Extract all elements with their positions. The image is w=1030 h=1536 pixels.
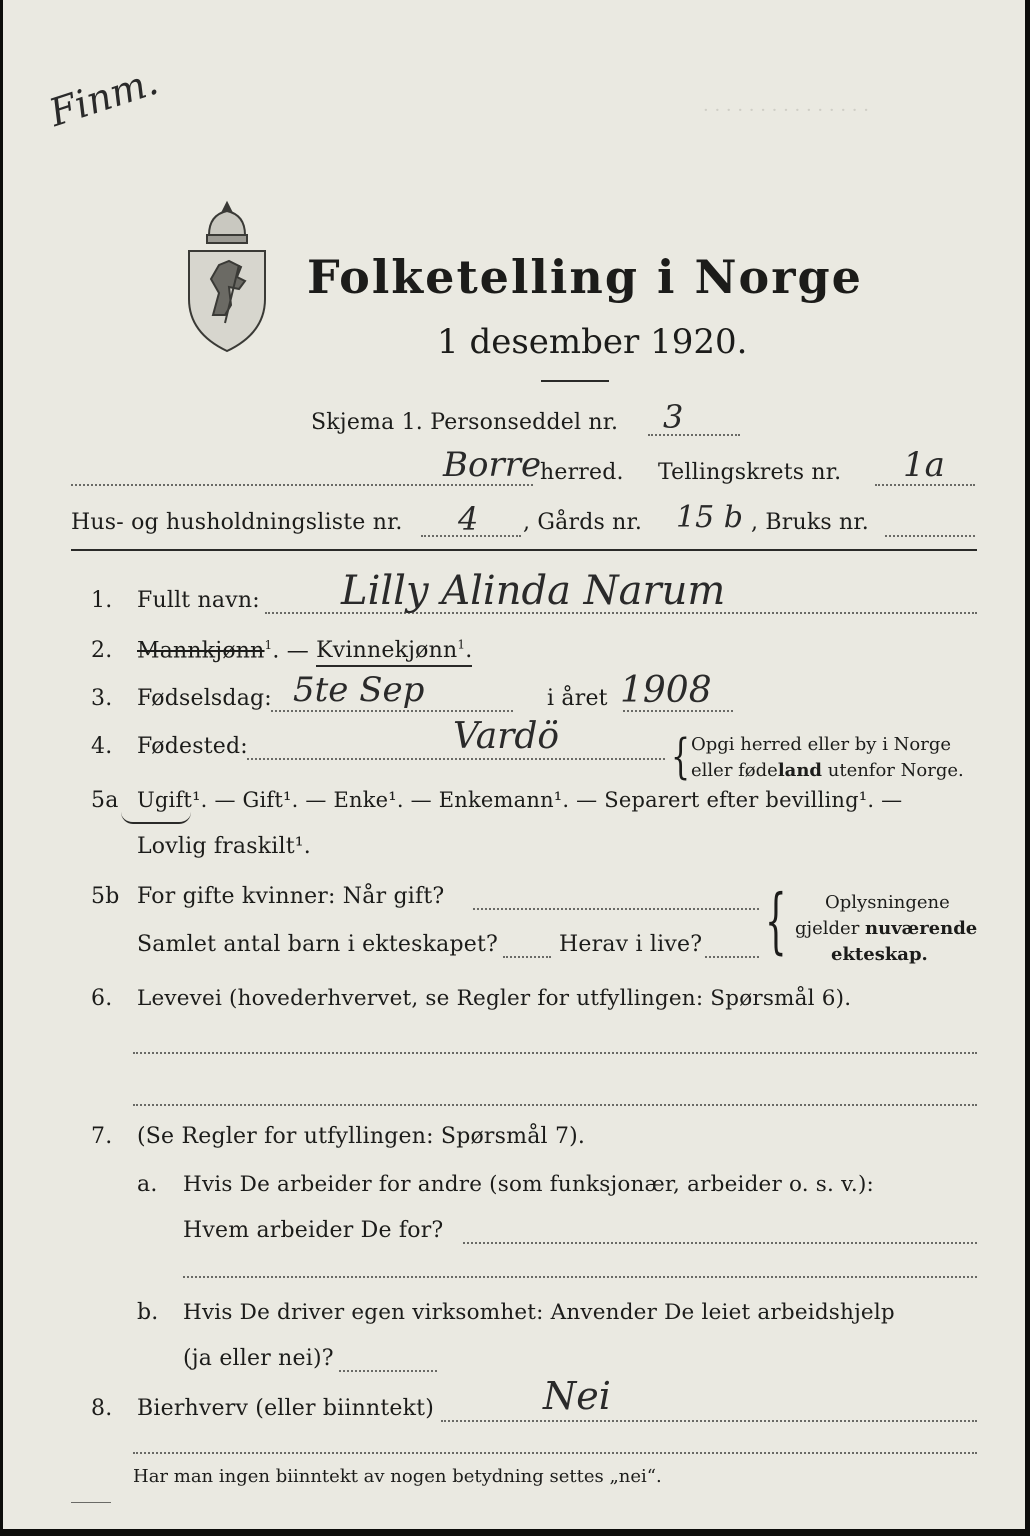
q5b-number: 5b — [91, 884, 120, 909]
q5a-options[interactable]: Ugift¹. — Gift¹. — Enke¹. — Enkemann¹. — Separert efter bevilling¹. — — [137, 788, 903, 812]
birth-year-value[interactable]: 1908 — [620, 670, 712, 711]
herred-label: herred. — [540, 460, 624, 485]
q4-note-line2-a: eller føde — [691, 760, 778, 781]
schema-label: Skjema 1. Personseddel nr. — [311, 410, 619, 435]
q4-note-line1: Opgi herred eller by i Norge — [691, 734, 952, 755]
q7-number: 7. — [91, 1124, 113, 1149]
q5b-married-field-line — [473, 908, 759, 910]
form-date: 1 desember 1920. — [437, 322, 748, 362]
q5b-note-line3: ekteskap. — [831, 944, 928, 965]
q3-field-line — [271, 710, 513, 712]
q6-label: Levevei (hovederhvervet, se Regler for utfyllingen: Spørsmål 6). — [137, 986, 852, 1011]
gards-label: , Gårds nr. — [523, 510, 643, 535]
birthplace-value[interactable]: Vardö — [453, 716, 560, 757]
q2-number: 2. — [91, 638, 113, 663]
hus-label: Hus- og husholdningsliste nr. — [71, 510, 403, 535]
q5b-note-line2 — [795, 918, 977, 939]
personseddel-value[interactable]: 3 — [663, 398, 684, 436]
q2-end: . — [465, 638, 473, 664]
option-kvinnekjonn[interactable] — [316, 638, 472, 667]
q8-number: 8. — [91, 1396, 113, 1421]
q4-note-line2 — [691, 760, 964, 781]
q5b-note-line2-a: gjelder — [795, 918, 866, 939]
tellingskrets-label: Tellingskrets nr. — [658, 460, 842, 485]
q7b-field-line[interactable] — [339, 1370, 437, 1372]
q6-field-line-1[interactable] — [133, 1052, 977, 1054]
q4-note-line2-b: land — [777, 760, 823, 781]
q5a-number: 5a — [91, 788, 119, 813]
q5b-alive-field-line — [705, 956, 759, 958]
margin-note: Finm. — [43, 58, 164, 136]
herred-value[interactable]: Borre — [443, 445, 542, 485]
q7-label: (Se Regler for utfyllingen: Spørsmål 7). — [137, 1124, 586, 1149]
form-title: Folketelling i Norge — [307, 250, 863, 304]
q7a-field-line-1[interactable] — [463, 1242, 977, 1244]
tellingskrets-value[interactable]: 1a — [903, 445, 945, 485]
hus-value[interactable]: 4 — [458, 500, 479, 538]
personseddel-field-line — [648, 434, 740, 436]
q7a-field-line-2[interactable] — [183, 1276, 977, 1278]
bleed-through-text: · · · · · · · · · · · · · · · — [703, 100, 869, 121]
norway-coat-of-arms-icon — [185, 195, 269, 355]
ugift-selection-mark — [121, 812, 191, 824]
q7b-line2: (ja eller nei)? — [183, 1346, 334, 1371]
q3-label: Fødselsdag: — [137, 686, 272, 711]
q7b-letter: b. — [137, 1300, 159, 1325]
q4-label: Fødested: — [137, 734, 248, 759]
q8-label: Bierhverv (eller biinntekt) — [137, 1396, 435, 1421]
q3-number: 3. — [91, 686, 113, 711]
q5a-option-fraskilt[interactable]: Lovlig fraskilt¹. — [137, 834, 311, 859]
q2-options — [137, 638, 472, 663]
footnote-rule — [71, 1502, 111, 1503]
q6-field-line-2[interactable] — [133, 1104, 977, 1106]
q4-number: 4. — [91, 734, 113, 759]
census-form-sheet — [3, 0, 1025, 1529]
q7b-line1: Hvis De driver egen virksomhet: Anvender De leiet arbeidshjelp — [183, 1300, 895, 1325]
q3-year-label: i året — [547, 686, 608, 711]
bierhverv-value[interactable]: Nei — [543, 1374, 611, 1418]
bruks-label: , Bruks nr. — [751, 510, 869, 535]
q2-footnote-mark-1: 1 — [264, 638, 273, 652]
q7a-letter: a. — [137, 1172, 158, 1197]
q6-number: 6. — [91, 986, 113, 1011]
q5b-note-line1: Oplysningene — [825, 892, 950, 913]
q4-brace: { — [671, 729, 691, 786]
option-mannkjonn[interactable]: Mannkjønn — [137, 638, 265, 664]
q7a-line2: Hvem arbeider De for? — [183, 1218, 444, 1243]
gards-value[interactable]: 15 b — [676, 500, 743, 535]
q4-field-line — [247, 758, 665, 760]
q7a-line1: Hvis De arbeider for andre (som funksjonær, arbeider o. s. v.): — [183, 1172, 874, 1197]
birthday-value[interactable]: 5te Sep — [293, 670, 425, 710]
q8-field-line-2[interactable] — [133, 1452, 977, 1454]
q1-label: Fullt navn: — [137, 588, 260, 613]
q5b-children-label: Samlet antal barn i ekteskapet? — [137, 932, 499, 957]
q2-dash: . — — [272, 638, 309, 664]
q5b-line1-label: For gifte kvinner: Når gift? — [137, 884, 445, 909]
q1-number: 1. — [91, 588, 113, 613]
q5b-brace: { — [765, 879, 787, 964]
option-kvinnekjonn-label: Kvinnekjønn — [316, 638, 458, 664]
q8-field-line — [441, 1420, 977, 1422]
q5b-note-line2-b: nuværende — [865, 918, 978, 939]
title-divider — [541, 380, 609, 382]
q5b-children-field-line — [503, 956, 551, 958]
full-name-value[interactable]: Lilly Alinda Narum — [341, 568, 726, 614]
q5b-alive-label: Herav i live? — [559, 932, 703, 957]
header-divider — [71, 549, 977, 551]
footnote-text: Har man ingen biinntekt av nogen betydning settes „nei“. — [133, 1466, 662, 1487]
q2-footnote-mark-2: 1 — [457, 638, 466, 652]
bruks-field-line — [885, 535, 975, 537]
q4-note-line2-c: utenfor Norge. — [822, 760, 964, 781]
